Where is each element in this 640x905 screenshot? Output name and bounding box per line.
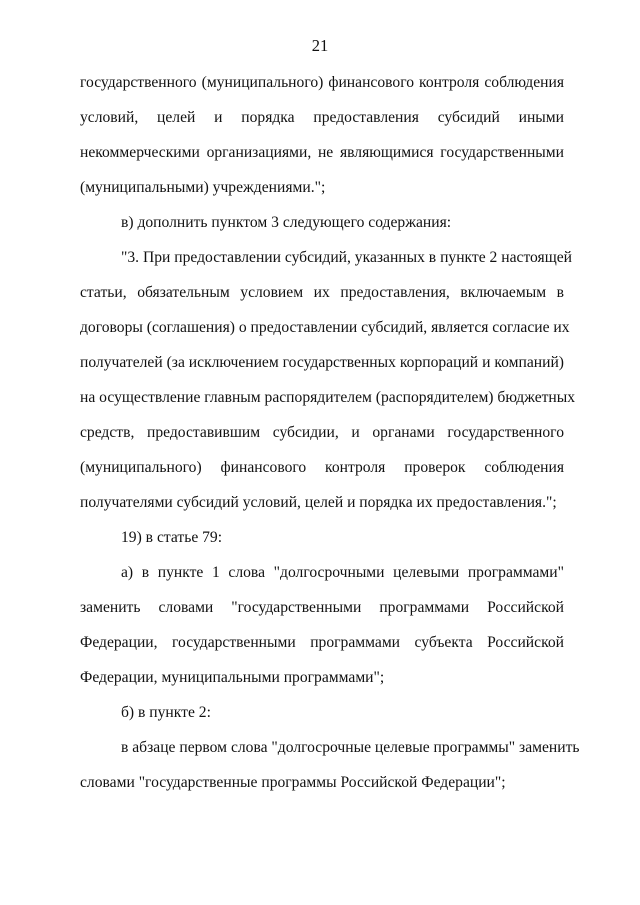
text-line: получателями субсидий условий, целей и порядка их предоставления.";	[80, 494, 557, 511]
text-line: Федерации, государственными программами субъекта Российской	[80, 634, 564, 651]
text-line: средств, предоставившим субсидии, и органами государственного	[80, 424, 564, 441]
text-line: словами "государственные программы Российской Федерации";	[80, 774, 506, 791]
text-line: б) в пункте 2:	[121, 704, 211, 721]
text-line: а) в пункте 1 слова "долгосрочными целевыми программами"	[121, 564, 564, 581]
text-line: на осуществление главным распорядителем (распорядителем) бюджетных	[80, 389, 576, 406]
text-line: условий, целей и порядка предоставления субсидий иными	[80, 109, 564, 126]
text-line: заменить словами "государственными программами Российской	[80, 599, 564, 616]
text-line: Федерации, муниципальными программами";	[80, 669, 385, 686]
text-line: "3. При предоставлении субсидий, указанных в пункте 2 настоящей	[121, 249, 573, 266]
text-line: (муниципального) финансового контроля проверок соблюдения	[80, 459, 564, 476]
text-line: государственного (муниципального) финансового контроля соблюдения	[80, 74, 564, 91]
text-line: договоры (соглашения) о предоставлении субсидий, является согласие их	[80, 319, 570, 336]
text-line: в абзаце первом слова "долгосрочные целевые программы" заменить	[121, 739, 580, 756]
text-line: (муниципальными) учреждениями.";	[80, 179, 326, 196]
text-line: 19) в статье 79:	[121, 529, 223, 546]
page-number: 21	[311, 36, 329, 55]
text-line: статьи, обязательным условием их предоставления, включаемым в	[80, 284, 564, 301]
text-line: получателей (за исключением государственных корпораций и компаний)	[80, 354, 564, 371]
text-line: некоммерческими организациями, не являющимися государственными	[80, 144, 564, 161]
text-line: в) дополнить пунктом 3 следующего содержания:	[121, 214, 452, 231]
